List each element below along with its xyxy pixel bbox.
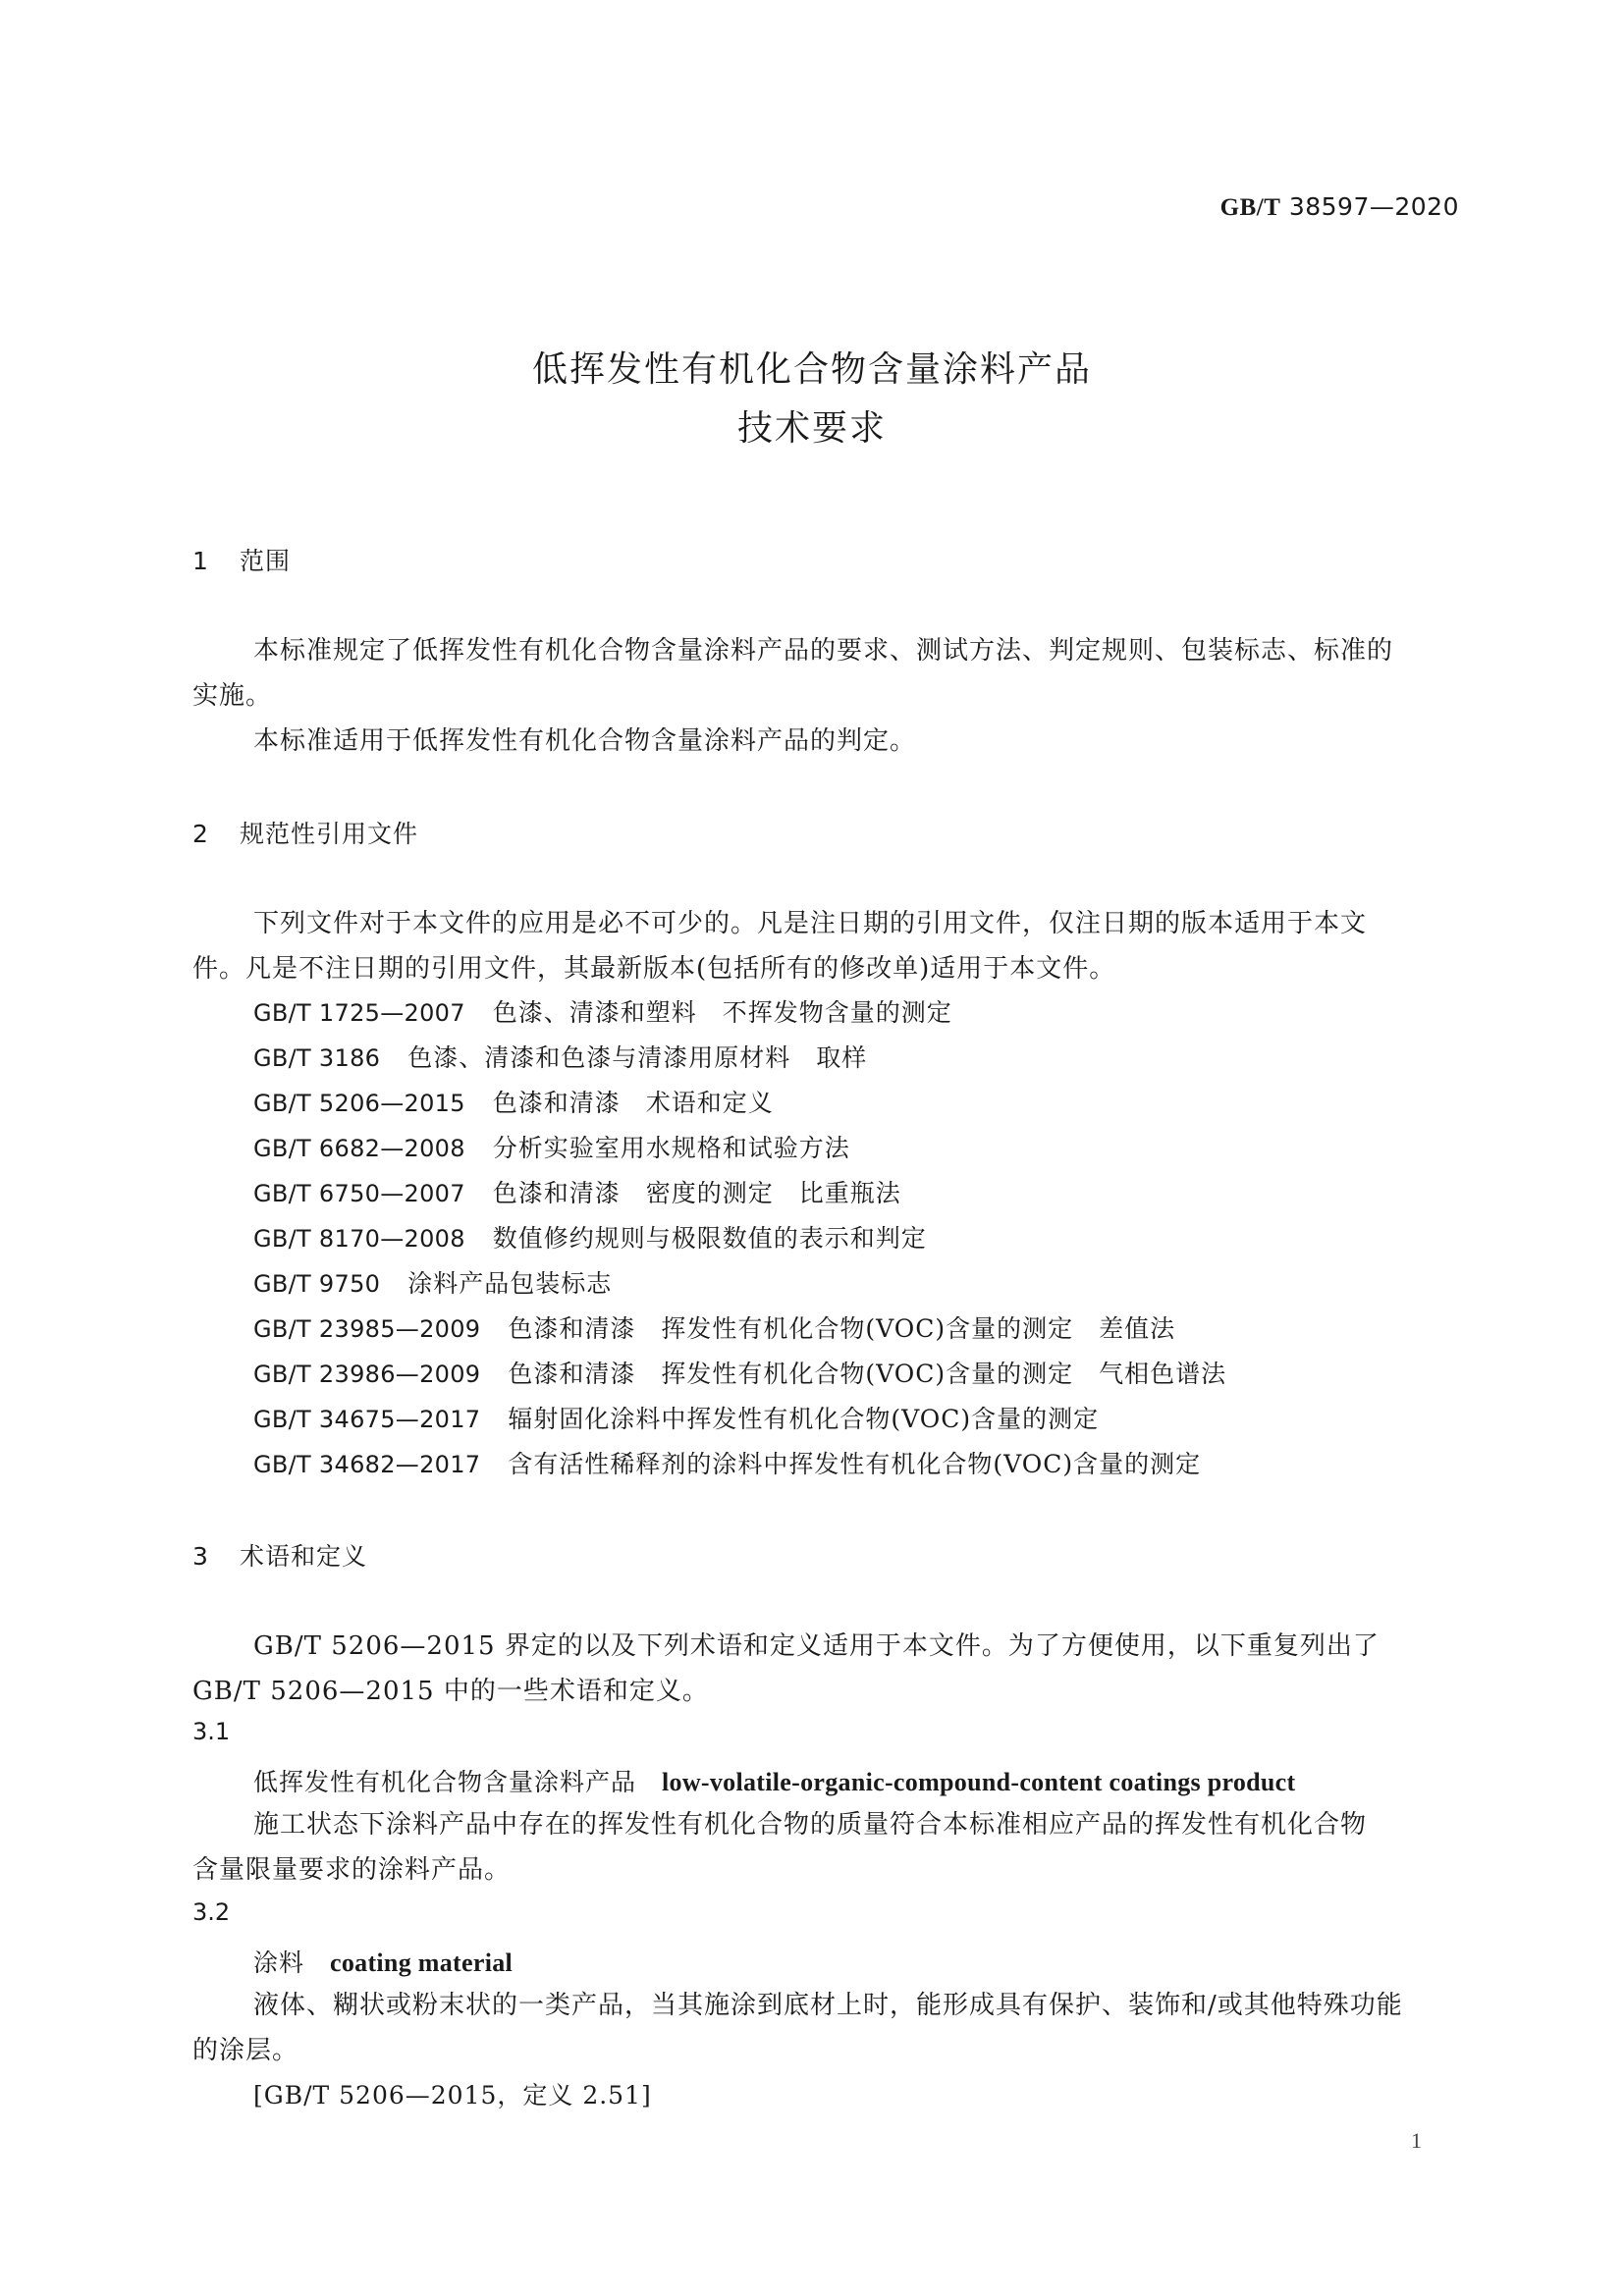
reference-item — [253, 1129, 850, 1164]
reference-code: GB/T 23985—2009 — [253, 1315, 481, 1343]
section-heading-terms-definitions — [192, 1537, 367, 1573]
reference-item — [253, 1174, 901, 1209]
definition-line: 的涂层。 — [192, 2036, 299, 2065]
reference-item — [253, 1355, 1226, 1390]
section-heading-scope — [192, 542, 291, 577]
reference-code: GB/T 3186 — [253, 1044, 381, 1072]
reference-code: GB/T 34675—2017 — [253, 1406, 481, 1433]
section-number: 2 — [192, 820, 209, 848]
reference-name: 色漆和清漆 挥发性有机化合物(VOC)含量的测定 气相色谱法 — [508, 1360, 1227, 1388]
reference-item — [253, 1219, 927, 1255]
section-title: 规范性引用文件 — [240, 820, 419, 848]
standard-code — [1220, 192, 1459, 222]
term-en: low-volatile-organic-compound-content coatings product — [662, 1768, 1296, 1796]
reference-code: GB/T 6682—2008 — [253, 1135, 465, 1162]
definition-line: 施工状态下涂料产品中存在的挥发性有机化合物的质量符合本标准相应产品的挥发性有机化合物 — [253, 1810, 1368, 1840]
document-title-line2: 技术要求 — [736, 408, 887, 449]
reference-item — [253, 1445, 1201, 1480]
reference-code: GB/T 8170—2008 — [253, 1225, 465, 1253]
paragraph-line: 实施。 — [192, 681, 273, 711]
term-number: 3.2 — [192, 1898, 231, 1926]
section-number: 1 — [192, 547, 209, 575]
term-en: coating material — [330, 1949, 514, 1977]
reference-code: GB/T 34682—2017 — [253, 1451, 481, 1478]
reference-name: 辐射固化涂料中挥发性有机化合物(VOC)含量的测定 — [508, 1405, 1100, 1433]
term-zh: 低挥发性有机化合物含量涂料产品 — [253, 1768, 637, 1796]
document-title-line1: 低挥发性有机化合物含量涂料产品 — [531, 349, 1092, 390]
reference-code: GB/T 9750 — [253, 1270, 381, 1298]
reference-code: GB/T 5206—2015 — [253, 1090, 465, 1117]
reference-name: 色漆和清漆 密度的测定 比重瓶法 — [492, 1179, 901, 1207]
section-title: 术语和定义 — [240, 1542, 368, 1571]
standard-code-number: 38597—2020 — [1288, 192, 1459, 221]
paragraph-line: 本标准适用于低挥发性有机化合物含量涂料产品的判定。 — [253, 726, 917, 756]
reference-name: 色漆和清漆 挥发性有机化合物(VOC)含量的测定 差值法 — [508, 1314, 1176, 1343]
reference-item — [253, 1039, 867, 1074]
term-heading — [253, 1763, 1295, 1798]
reference-name: 色漆和清漆 术语和定义 — [492, 1089, 774, 1117]
reference-item — [253, 993, 952, 1029]
term-number: 3.1 — [192, 1718, 231, 1745]
paragraph-line: 本标准规定了低挥发性有机化合物含量涂料产品的要求、测试方法、判定规则、包装标志、标准的 — [253, 636, 1394, 666]
reference-code: GB/T 6750—2007 — [253, 1180, 465, 1207]
reference-item — [253, 1264, 612, 1300]
reference-name: 色漆、清漆和色漆与清漆用原材料 取样 — [407, 1043, 868, 1072]
definition-line: 液体、糊状或粉末状的一类产品，当其施涂到底材上时，能形成具有保护、装饰和/或其他特殊功能 — [253, 1991, 1403, 2020]
term-zh: 涂料 — [253, 1949, 305, 1977]
paragraph-line: 件。凡是不注日期的引用文件，其最新版本(包括所有的修改单)适用于本文件。 — [192, 954, 1116, 984]
section-title: 范围 — [240, 547, 292, 575]
reference-name: 数值修约规则与极限数值的表示和判定 — [492, 1224, 927, 1253]
definition-source: [GB/T 5206—2015，定义 2.51] — [253, 2081, 652, 2109]
page-number: 1 — [1411, 2128, 1422, 2153]
reference-name: 涂料产品包装标志 — [407, 1269, 613, 1298]
reference-code: GB/T 1725—2007 — [253, 999, 465, 1027]
paragraph-line: 下列文件对于本文件的应用是必不可少的。凡是注日期的引用文件，仅注日期的版本适用于本文 — [253, 909, 1368, 938]
standard-code-prefix: GB/T — [1219, 194, 1281, 221]
definition-line: 含量限量要求的涂料产品。 — [192, 1855, 512, 1885]
reference-code: GB/T 23986—2009 — [253, 1361, 481, 1388]
paragraph-line: GB/T 5206—2015 界定的以及下列术语和定义适用于本文件。为了方便使用，以下重复列出了 — [253, 1631, 1380, 1661]
paragraph-line: GB/T 5206—2015 中的一些术语和定义。 — [192, 1677, 709, 1706]
term-heading — [253, 1944, 513, 1979]
section-number: 3 — [192, 1542, 209, 1571]
reference-item — [253, 1084, 774, 1119]
reference-name: 分析实验室用水规格和试验方法 — [492, 1134, 850, 1162]
reference-item — [253, 1309, 1175, 1345]
reference-name: 含有活性稀释剂的涂料中挥发性有机化合物(VOC)含量的测定 — [508, 1450, 1202, 1478]
reference-item — [253, 1400, 1099, 1435]
reference-name: 色漆、清漆和塑料 不挥发物含量的测定 — [492, 998, 952, 1027]
section-heading-normative-references — [192, 815, 418, 850]
